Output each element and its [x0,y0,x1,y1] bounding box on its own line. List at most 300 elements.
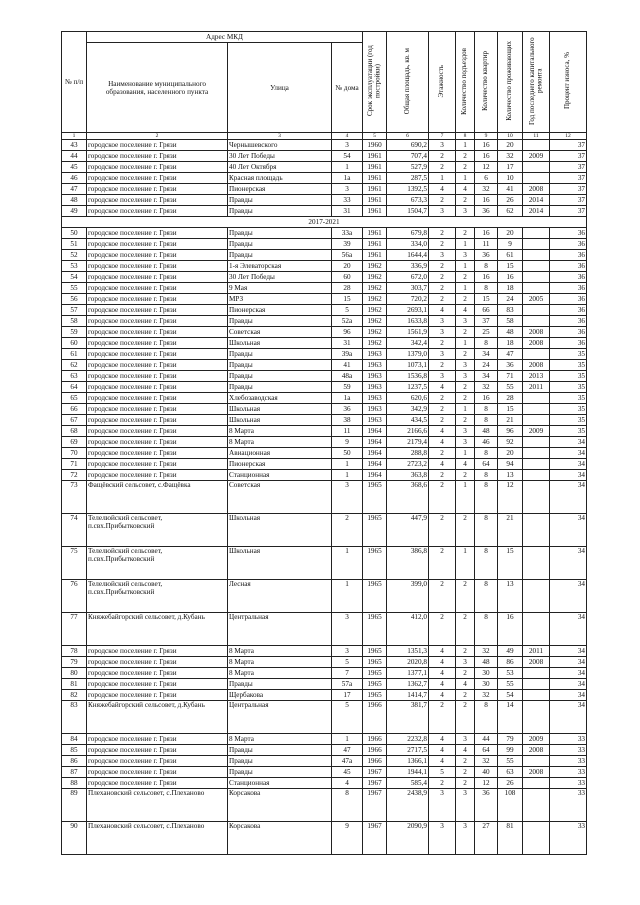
cell-num: 79 [62,657,87,668]
cell-entrances: 2 [456,701,475,734]
cell-municipality: городское поселение г. Грязи [87,756,228,767]
cell-floors: 4 [429,426,456,437]
table-row [62,767,587,778]
cell-entrances: 4 [456,184,475,195]
cell-area: 399,0 [387,580,429,613]
cell-area: 673,3 [387,195,429,206]
cell-house: 9 [332,437,363,448]
cell-area: 1561,9 [387,327,429,338]
cell-municipality: городское поселение г. Грязи [87,657,228,668]
cell-street: Правды [228,679,332,690]
cell-house: 3 [332,184,363,195]
cell-entrances: 1 [456,338,475,349]
cell-num: 48 [62,195,87,206]
cell-area: 1504,7 [387,206,429,217]
cell-municipality: городское поселение г. Грязи [87,184,228,195]
cell-apartments: 37 [475,316,498,327]
cell-num: 89 [62,789,87,822]
cell-last-repair: 2008 [523,327,550,338]
cell-municipality: городское поселение г. Грязи [87,228,228,239]
cell-residents: 13 [498,580,523,613]
table-row [62,294,587,305]
table-row [62,547,587,580]
cell-entrances: 2 [456,767,475,778]
cell-residents: 15 [498,404,523,415]
cell-area: 2723,2 [387,459,429,470]
cell-entrances: 3 [456,371,475,382]
cell-area: 690,2 [387,140,429,151]
cell-house: 54 [332,151,363,162]
cell-year: 1965 [363,668,387,679]
cell-house: 48а [332,371,363,382]
cell-area: 336,9 [387,261,429,272]
cell-last-repair [523,514,550,547]
cell-wear: 37 [550,184,587,195]
cell-municipality: Плехановский сельсовет, с.Плеханово [87,822,228,855]
cell-wear: 36 [550,327,587,338]
cell-num: 61 [62,349,87,360]
cell-entrances: 3 [456,206,475,217]
cell-area: 386,8 [387,547,429,580]
cell-street: Школьная [228,338,332,349]
table-row [62,404,587,415]
cell-street: Лесная [228,580,332,613]
cell-wear: 37 [550,206,587,217]
cell-apartments: 66 [475,305,498,316]
header-area: Общая площадь, кв. м [387,32,429,133]
cell-num: 59 [62,327,87,338]
cell-residents: 18 [498,283,523,294]
cell-municipality: Телелюйский сельсовет, п.свх.Прибытковский [87,547,228,580]
cell-last-repair [523,140,550,151]
cell-residents: 26 [498,778,523,789]
cell-year: 1964 [363,470,387,481]
table-row [62,250,587,261]
cell-residents: 20 [498,140,523,151]
cell-residents: 17 [498,162,523,173]
cell-apartments: 16 [475,140,498,151]
table-row [62,745,587,756]
cell-residents: 20 [498,448,523,459]
cell-wear: 36 [550,261,587,272]
cell-year: 1967 [363,822,387,855]
table-row [62,690,587,701]
cell-apartments: 16 [475,228,498,239]
cell-house: 45 [332,767,363,778]
cell-wear: 33 [550,789,587,822]
cell-last-repair [523,613,550,646]
cell-entrances: 1 [456,448,475,459]
cell-wear: 34 [550,668,587,679]
cell-year: 1967 [363,767,387,778]
cell-street: Корсакова [228,822,332,855]
cell-apartments: 16 [475,151,498,162]
cell-house: 1а [332,173,363,184]
cell-wear: 34 [550,459,587,470]
cell-residents: 13 [498,470,523,481]
cell-street: Правды [228,349,332,360]
cell-last-repair: 2014 [523,206,550,217]
cell-apartments: 30 [475,668,498,679]
cell-street: 8 Марта [228,646,332,657]
cell-house: 1 [332,734,363,745]
table-row [62,789,587,822]
table-row [62,448,587,459]
cell-apartments: 24 [475,360,498,371]
cell-num: 60 [62,338,87,349]
cell-residents: 92 [498,437,523,448]
cell-house: 9 [332,822,363,855]
cell-house: 5 [332,657,363,668]
cell-area: 585,4 [387,778,429,789]
section-label: 2017-2021 [62,217,587,228]
cell-area: 679,8 [387,228,429,239]
cell-entrances: 2 [456,382,475,393]
cell-floors: 1 [429,173,456,184]
cell-house: 60 [332,272,363,283]
cell-num: 56 [62,294,87,305]
cell-wear: 33 [550,822,587,855]
table-row [62,580,587,613]
cell-municipality: городское поселение г. Грязи [87,459,228,470]
header-wear: Процент износа, % [550,32,587,133]
cell-floors: 2 [429,151,456,162]
cell-year: 1963 [363,415,387,426]
cell-last-repair [523,404,550,415]
cell-residents: 15 [498,261,523,272]
table-row [62,646,587,657]
cell-wear: 34 [550,613,587,646]
cell-wear: 35 [550,371,587,382]
cell-area: 1379,0 [387,349,429,360]
cell-street: 8 Марта [228,437,332,448]
cell-entrances: 3 [456,437,475,448]
cell-residents: 21 [498,514,523,547]
cell-last-repair [523,261,550,272]
cell-municipality: городское поселение г. Грязи [87,239,228,250]
cell-entrances: 3 [456,657,475,668]
cell-year: 1963 [363,360,387,371]
cell-street: Щербакова [228,690,332,701]
cell-apartments: 8 [475,547,498,580]
cell-area: 2020,8 [387,657,429,668]
cell-year: 1962 [363,338,387,349]
header-address-group: Адрес МКД [87,32,363,43]
cell-entrances: 3 [456,734,475,745]
cell-municipality: городское поселение г. Грязи [87,360,228,371]
cell-last-repair: 2011 [523,382,550,393]
cell-residents: 55 [498,382,523,393]
cell-municipality: городское поселение г. Грязи [87,690,228,701]
cell-house: 3 [332,613,363,646]
cell-num: 67 [62,415,87,426]
cell-street: 40 Лет Октября [228,162,332,173]
cell-area: 368,6 [387,481,429,514]
cell-wear: 35 [550,382,587,393]
cell-wear: 34 [550,580,587,613]
cell-residents: 62 [498,206,523,217]
cell-num: 46 [62,173,87,184]
cell-street: Пионерская [228,459,332,470]
cell-year: 1964 [363,426,387,437]
cell-floors: 2 [429,294,456,305]
table-row [62,184,587,195]
cell-area: 2166,6 [387,426,429,437]
cell-year: 1961 [363,228,387,239]
cell-apartments: 8 [475,580,498,613]
cell-num: 75 [62,547,87,580]
cell-wear: 35 [550,349,587,360]
cell-num: 45 [62,162,87,173]
header-municipality: Наименование муниципального образования, населенного пункта [87,43,228,133]
header-entrances: Количество подъездов [456,32,475,133]
cell-last-repair [523,756,550,767]
cell-apartments: 12 [475,162,498,173]
cell-apartments: 40 [475,767,498,778]
cell-wear: 33 [550,734,587,745]
table-row [62,822,587,855]
cell-year: 1962 [363,272,387,283]
cell-municipality: городское поселение г. Грязи [87,734,228,745]
cell-municipality: городское поселение г. Грязи [87,679,228,690]
cell-num: 57 [62,305,87,316]
cell-last-repair [523,778,550,789]
cell-house: 50 [332,448,363,459]
cell-area: 672,0 [387,272,429,283]
cell-street: Правды [228,767,332,778]
cell-residents: 83 [498,305,523,316]
cell-area: 1362,7 [387,679,429,690]
cell-apartments: 12 [475,778,498,789]
cell-year: 1967 [363,778,387,789]
table-row [62,701,587,734]
cell-floors: 3 [429,371,456,382]
cell-entrances: 2 [456,349,475,360]
cell-year: 1967 [363,789,387,822]
cell-area: 381,7 [387,701,429,734]
cell-wear: 34 [550,701,587,734]
cell-floors: 4 [429,305,456,316]
cell-house: 1 [332,459,363,470]
cell-floors: 4 [429,184,456,195]
cell-area: 1644,4 [387,250,429,261]
cell-wear: 36 [550,294,587,305]
cell-area: 1237,5 [387,382,429,393]
cell-apartments: 34 [475,371,498,382]
cell-street: 1-я Элеваторская [228,261,332,272]
cell-area: 363,8 [387,470,429,481]
cell-house: 36 [332,404,363,415]
cell-num: 84 [62,734,87,745]
cell-area: 287,5 [387,173,429,184]
cell-apartments: 8 [475,481,498,514]
cell-floors: 3 [429,250,456,261]
cell-area: 1377,1 [387,668,429,679]
cell-floors: 2 [429,514,456,547]
header-year: Срок эксплуатации (год постройки) [363,32,387,133]
cell-residents: 55 [498,756,523,767]
cell-entrances: 4 [456,745,475,756]
cell-entrances: 1 [456,239,475,250]
header-num: № п/п [62,32,87,133]
cell-entrances: 3 [456,822,475,855]
cell-municipality: городское поселение г. Грязи [87,151,228,162]
cell-apartments: 32 [475,184,498,195]
cell-wear: 35 [550,360,587,371]
cell-entrances: 2 [456,756,475,767]
table-row [62,228,587,239]
table-row [62,151,587,162]
cell-year: 1962 [363,327,387,338]
cell-last-repair [523,415,550,426]
cell-num: 73 [62,481,87,514]
cell-street: Школьная [228,514,332,547]
cell-floors: 4 [429,382,456,393]
cell-area: 2438,9 [387,789,429,822]
cell-street: Правды [228,382,332,393]
cell-entrances: 2 [456,668,475,679]
cell-residents: 15 [498,547,523,580]
cell-apartments: 46 [475,437,498,448]
cell-year: 1961 [363,195,387,206]
cell-year: 1962 [363,261,387,272]
cell-residents: 18 [498,338,523,349]
cell-apartments: 32 [475,382,498,393]
cell-area: 2693,1 [387,305,429,316]
cell-municipality: городское поселение г. Грязи [87,668,228,679]
column-numbers-row: 1 2 3 4 5 6 7 8 9 10 11 12 [62,133,587,140]
cell-house: 5 [332,305,363,316]
cell-last-repair: 2008 [523,657,550,668]
cell-apartments: 8 [475,470,498,481]
cell-residents: 24 [498,294,523,305]
cell-entrances: 1 [456,404,475,415]
cell-apartments: 16 [475,195,498,206]
cell-year: 1964 [363,459,387,470]
cell-entrances: 2 [456,195,475,206]
cell-year: 1961 [363,239,387,250]
table-row [62,162,587,173]
cell-municipality: городское поселение г. Грязи [87,173,228,184]
cell-last-repair [523,316,550,327]
cell-house: 31 [332,338,363,349]
table-row [62,173,587,184]
cell-apartments: 8 [475,514,498,547]
header-floors: Этажность [429,32,456,133]
cell-house: 41 [332,360,363,371]
cell-last-repair: 2008 [523,745,550,756]
cell-apartments: 16 [475,272,498,283]
cell-house: 2 [332,514,363,547]
cell-house: 28 [332,283,363,294]
cell-area: 342,9 [387,404,429,415]
cell-last-repair [523,668,550,679]
cell-house: 39 [332,239,363,250]
cell-wear: 36 [550,283,587,294]
cell-last-repair: 2009 [523,734,550,745]
cell-floors: 2 [429,239,456,250]
cell-year: 1965 [363,481,387,514]
cell-num: 62 [62,360,87,371]
cell-residents: 61 [498,250,523,261]
cell-apartments: 36 [475,206,498,217]
cell-year: 1965 [363,679,387,690]
cell-residents: 49 [498,646,523,657]
cell-year: 1963 [363,371,387,382]
cell-floors: 3 [429,789,456,822]
table-row [62,327,587,338]
cell-num: 52 [62,250,87,261]
table-row [62,195,587,206]
cell-entrances: 2 [456,272,475,283]
cell-last-repair [523,701,550,734]
cell-floors: 4 [429,756,456,767]
cell-apartments: 8 [475,261,498,272]
cell-house: 47 [332,745,363,756]
cell-apartments: 8 [475,404,498,415]
cell-year: 1965 [363,657,387,668]
cell-floors: 2 [429,162,456,173]
cell-apartments: 48 [475,426,498,437]
cell-residents: 10 [498,173,523,184]
cell-floors: 5 [429,767,456,778]
cell-wear: 33 [550,778,587,789]
cell-last-repair: 2009 [523,426,550,437]
cell-residents: 55 [498,679,523,690]
cell-house: 5 [332,701,363,734]
cell-year: 1964 [363,437,387,448]
cell-entrances: 2 [456,514,475,547]
cell-house: 8 [332,789,363,822]
cell-house: 31 [332,206,363,217]
cell-residents: 71 [498,371,523,382]
cell-municipality: Телелюйский сельсовет, п.свх.Прибытковский [87,580,228,613]
cell-num: 54 [62,272,87,283]
cell-last-repair: 2008 [523,767,550,778]
cell-residents: 41 [498,184,523,195]
cell-municipality: Фащёвский сельсовет, с.Фащёвка [87,481,228,514]
table-row [62,459,587,470]
cell-wear: 34 [550,657,587,668]
cell-wear: 35 [550,404,587,415]
cell-municipality: городское поселение г. Грязи [87,327,228,338]
table-row [62,393,587,404]
cell-street: Школьная [228,415,332,426]
cell-year: 1963 [363,382,387,393]
header-apartments: Количество квартир [475,32,498,133]
cell-floors: 4 [429,679,456,690]
cell-last-repair [523,349,550,360]
cell-residents: 21 [498,415,523,426]
cell-year: 1961 [363,162,387,173]
cell-apartments: 36 [475,250,498,261]
cell-last-repair [523,448,550,459]
cell-floors: 3 [429,327,456,338]
cell-wear: 36 [550,250,587,261]
cell-floors: 4 [429,690,456,701]
cell-num: 47 [62,184,87,195]
cell-residents: 28 [498,393,523,404]
cell-apartments: 44 [475,734,498,745]
cell-year: 1962 [363,316,387,327]
cell-residents: 108 [498,789,523,822]
cell-floors: 2 [429,448,456,459]
cell-residents: 58 [498,316,523,327]
cell-house: 56а [332,250,363,261]
cell-house: 20 [332,261,363,272]
cell-residents: 86 [498,657,523,668]
cell-area: 1536,8 [387,371,429,382]
